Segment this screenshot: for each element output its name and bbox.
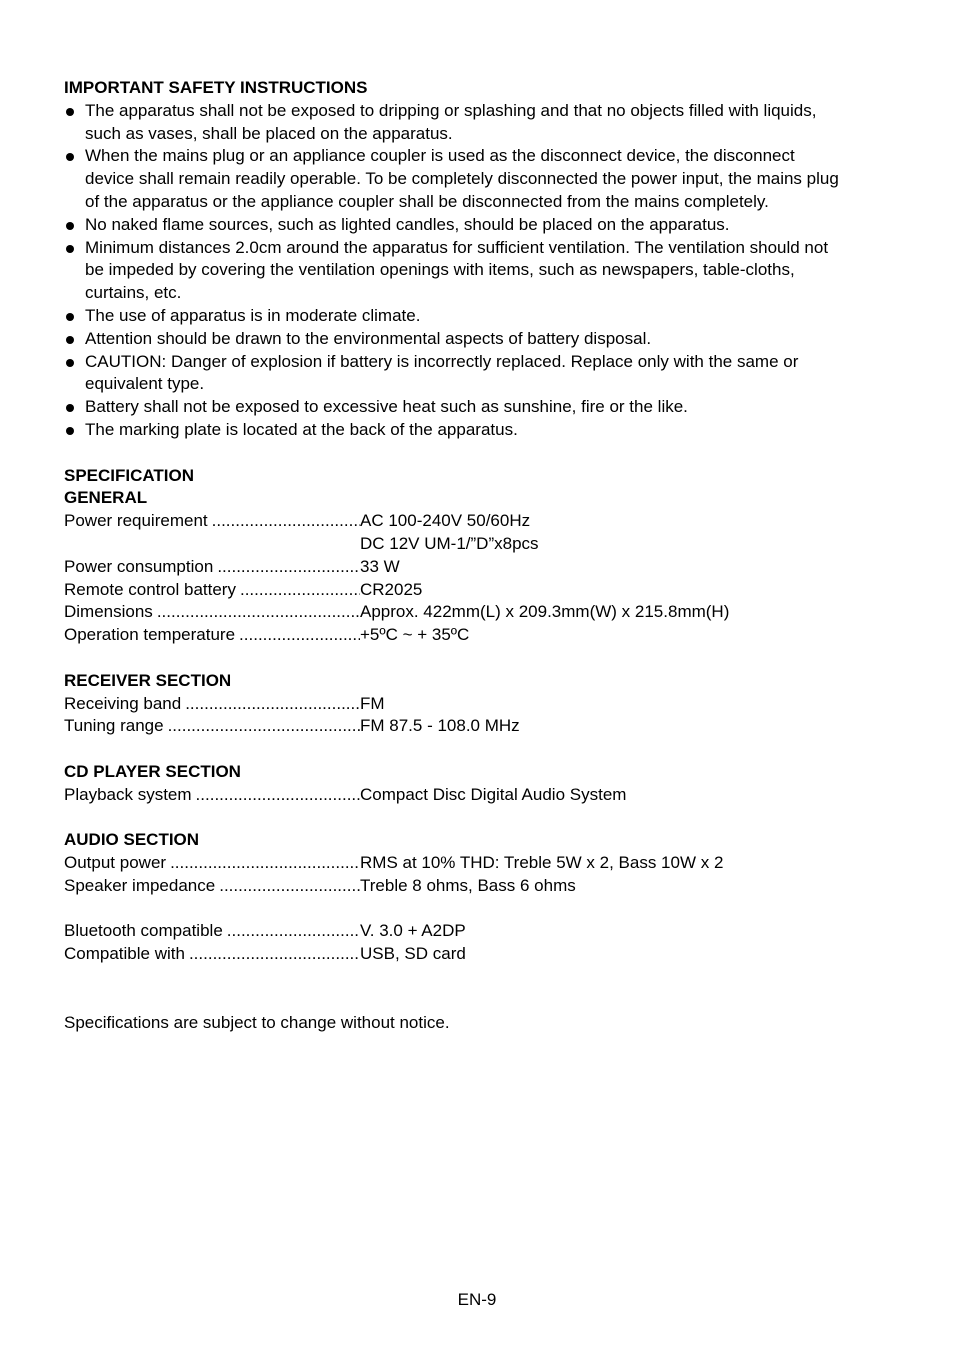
spec-value: USB, SD card [360, 944, 466, 964]
safety-item-line: The apparatus shall not be exposed to dripping or splashing and that no objects filled with liquids, [85, 100, 817, 120]
spec-label: Speaker impedance [64, 875, 216, 895]
spec-label: Power consumption [64, 556, 214, 576]
safety-item-line: When the mains plug or an appliance coupler is used as the disconnect device, the disconnect [85, 146, 795, 166]
leader-dots [236, 579, 360, 602]
bullet-icon [66, 108, 74, 116]
spec-label: Operation temperature [64, 625, 236, 645]
safety-item-line: The marking plate is located at the back of the apparatus. [85, 419, 518, 439]
spec-value: FM [360, 693, 385, 713]
safety-item [64, 351, 894, 397]
leader-dots [235, 624, 360, 647]
spec-row [64, 624, 894, 647]
safety-item-line: curtains, etc. [85, 283, 182, 303]
spec-row [64, 784, 894, 807]
leader-dots [164, 715, 360, 738]
bullet-icon [66, 404, 74, 412]
safety-item-line: Attention should be drawn to the environmental aspects of battery disposal. [85, 328, 652, 348]
spec-label: Dimensions [64, 602, 153, 622]
safety-item-line: be impeded by covering the ventilation openings with items, such as newspapers, table-cloths, [85, 260, 795, 280]
specification-heading: SPECIFICATION [64, 465, 195, 485]
receiver-heading: RECEIVER SECTION [64, 670, 232, 690]
spec-value: 33 W [360, 556, 400, 576]
spec-value: AC 100-240V 50/60Hz [360, 511, 531, 531]
safety-heading: IMPORTANT SAFETY INSTRUCTIONS [64, 78, 368, 97]
spec-row [64, 579, 894, 602]
spec-label: Output power [64, 853, 167, 873]
bullet-icon [66, 245, 74, 253]
spec-row [64, 852, 894, 875]
spec-label: Bluetooth compatible [64, 921, 223, 941]
spec-row [64, 601, 894, 624]
spec-label: Playback system [64, 784, 192, 804]
leader-dots [166, 852, 360, 875]
safety-item-line: equivalent type. [85, 374, 205, 394]
spacer [64, 898, 894, 921]
general-heading: GENERAL [64, 488, 148, 508]
leader-dots [181, 693, 360, 716]
spacer [64, 966, 894, 989]
leader-dots [208, 510, 360, 533]
spec-value: +5ºC ~ + 35ºC [360, 625, 470, 645]
bullet-icon [66, 222, 74, 230]
leader-dots [223, 920, 360, 943]
safety-list [64, 100, 894, 442]
safety-item [64, 100, 894, 146]
bullet-icon [66, 313, 74, 321]
spec-label: Receiving band [64, 693, 182, 713]
safety-item [64, 214, 894, 237]
audio-heading: AUDIO SECTION [64, 830, 200, 850]
spec-row [64, 510, 894, 556]
safety-item-line: device shall remain readily operable. To be completely disconnected the power input, the mains plug [85, 169, 839, 189]
safety-item-line: Battery shall not be exposed to excessive heat such as sunshine, fire or the like. [85, 397, 688, 417]
bullet-icon [66, 359, 74, 367]
spacer [64, 807, 894, 830]
leader-dots [215, 875, 360, 898]
spacer [64, 647, 894, 670]
safety-item [64, 419, 894, 442]
page-number: EN-9 [457, 1290, 497, 1309]
safety-item [64, 237, 894, 305]
spec-row [64, 715, 894, 738]
safety-item [64, 145, 894, 213]
spec-value: Approx. 422mm(L) x 209.3mm(W) x 215.8mm(H) [360, 602, 730, 622]
cd-player-heading: CD PLAYER SECTION [64, 761, 241, 781]
safety-item [64, 305, 894, 328]
spec-label: Remote control battery [64, 579, 236, 599]
safety-item-line: No naked flame sources, such as lighted candles, should be placed on the apparatus. [85, 214, 730, 234]
safety-item [64, 328, 894, 351]
spec-label: Tuning range [64, 716, 164, 736]
safety-item-line: such as vases, shall be placed on the apparatus. [85, 123, 453, 143]
spec-notice: Specifications are subject to change without notice. [64, 1012, 450, 1032]
safety-item [64, 396, 894, 419]
leader-dots [185, 943, 360, 966]
safety-item-line: Minimum distances 2.0cm around the apparatus for sufficient ventilation. The ventilation should not [85, 237, 829, 257]
spec-row [64, 943, 894, 966]
spec-value: Compact Disc Digital Audio System [360, 784, 627, 804]
spec-row [64, 920, 894, 943]
safety-item-line: The use of apparatus is in moderate climate. [85, 305, 421, 325]
spec-row [64, 875, 894, 898]
spec-value: CR2025 [360, 579, 423, 599]
spec-row [64, 693, 894, 716]
spec-value: RMS at 10% THD: Treble 5W x 2, Bass 10W x 2 [360, 853, 724, 873]
bullet-icon [66, 427, 74, 435]
leader-dots [192, 784, 360, 807]
leader-dots [153, 601, 360, 624]
bullet-icon [66, 336, 74, 344]
page-content [64, 77, 894, 1034]
spec-label: Compatible with [64, 944, 185, 964]
spacer [64, 738, 894, 761]
bullet-icon [66, 153, 74, 161]
leader-dots [213, 556, 360, 579]
spec-value: FM 87.5 - 108.0 MHz [360, 716, 520, 736]
spec-value: Treble 8 ohms, Bass 6 ohms [360, 875, 576, 895]
spec-row [64, 556, 894, 579]
spec-label: Power requirement [64, 511, 208, 531]
spec-value: DC 12V UM-1/”D”x8pcs [360, 533, 539, 553]
safety-item-line: CAUTION: Danger of explosion if battery is incorrectly replaced. Replace only with the same or [85, 351, 799, 371]
spec-value: V. 3.0 + A2DP [360, 921, 466, 941]
safety-item-line: of the apparatus or the appliance coupler shall be disconnected from the mains completely. [85, 191, 769, 211]
spacer [64, 442, 894, 465]
